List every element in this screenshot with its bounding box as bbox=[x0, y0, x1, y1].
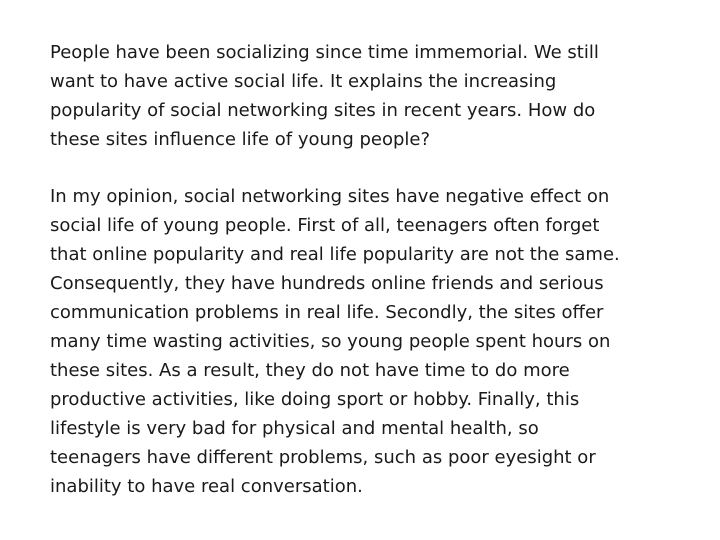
text-line: Consequently, they have hundreds online friends and serious bbox=[50, 273, 604, 294]
text-line: many time wasting activities, so young people spent hours on bbox=[50, 331, 611, 352]
text-line: popularity of social networking sites in recent years. How do bbox=[50, 100, 596, 121]
text-line: social life of young people. First of all, teenagers often forget bbox=[50, 215, 600, 236]
text-line: teenagers have different problems, such as poor eyesight or bbox=[50, 447, 596, 468]
text-line: inability to have real conversation. bbox=[50, 476, 363, 497]
text-line: these sites. As a result, they do not have time to do more bbox=[50, 360, 570, 381]
text-line: lifestyle is very bad for physical and mental health, so bbox=[50, 418, 539, 439]
text-line: want to have active social life. It explains the increasing bbox=[50, 71, 557, 92]
text-line: productive activities, like doing sport or hobby. Finally, this bbox=[50, 389, 580, 410]
text-line: these sites influence life of young people? bbox=[50, 129, 431, 150]
paragraph-intro bbox=[50, 38, 675, 154]
text-line: communication problems in real life. Secondly, the sites offer bbox=[50, 302, 604, 323]
text-line: that online popularity and real life popularity are not the same. bbox=[50, 244, 620, 265]
paragraph-opinion bbox=[50, 182, 675, 501]
text-line: In my opinion, social networking sites have negative effect on bbox=[50, 186, 610, 207]
text-line: People have been socializing since time immemorial. We still bbox=[50, 42, 599, 63]
